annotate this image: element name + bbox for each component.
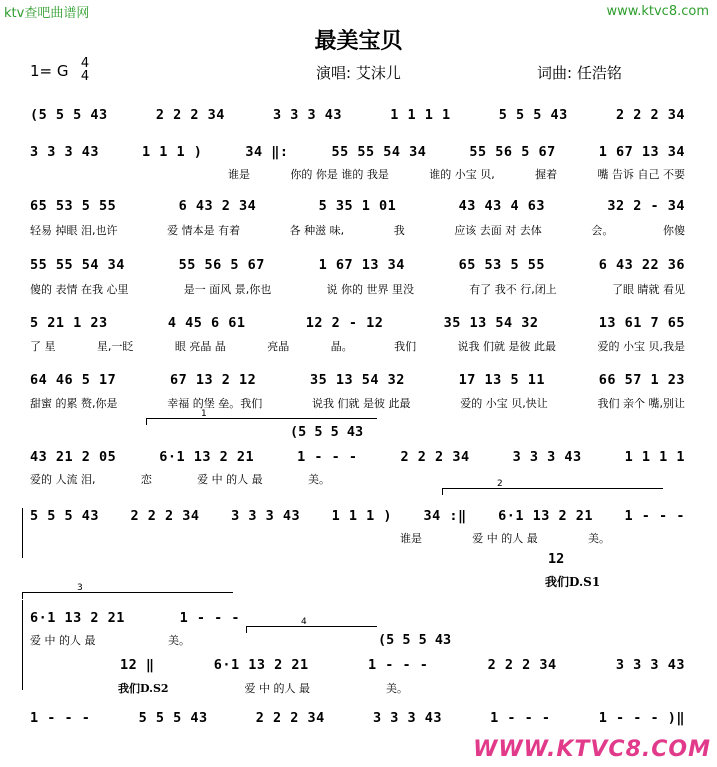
measure: 55 56 5 67 bbox=[178, 257, 265, 273]
song-title: 最美宝贝 bbox=[314, 28, 403, 54]
ds1-marker: 我们D.S1 bbox=[545, 575, 601, 589]
lyric: 爱的 小宝 贝,我是 bbox=[597, 340, 685, 353]
lyrics-line-4 bbox=[30, 281, 685, 297]
measure: 1 - - - bbox=[624, 508, 685, 524]
score-line-10 bbox=[120, 657, 685, 673]
measure: 6·1 13 2 21 bbox=[213, 657, 309, 673]
score-line-2 bbox=[30, 144, 685, 160]
lyric: 爱 情本是 有着 bbox=[167, 224, 241, 237]
lyric: 各 种滋 味, bbox=[289, 224, 345, 237]
ds1-notes: 12 bbox=[548, 551, 565, 567]
measure: 34 ‖: bbox=[245, 144, 289, 160]
lyric: 有了 我不 行,闭上 bbox=[469, 283, 557, 296]
measure: 35 13 54 32 bbox=[443, 315, 539, 331]
score-line-5 bbox=[30, 315, 685, 331]
measure: 6 43 22 36 bbox=[598, 257, 685, 273]
lyric: 美。 bbox=[307, 473, 330, 486]
lyrics-line-6 bbox=[30, 395, 685, 411]
watermark-bottom-right: WWW.KTVC8.COM bbox=[473, 737, 711, 762]
key-signature: 1= G bbox=[30, 62, 69, 80]
measure: 3 3 3 43 bbox=[231, 508, 301, 524]
lyric: 轻易 掉眼 泪,也许 bbox=[30, 224, 118, 237]
measure: 65 53 5 55 bbox=[458, 257, 545, 273]
time-sig-bottom: 4 bbox=[80, 69, 90, 84]
measure: 2 2 2 34 bbox=[400, 449, 470, 465]
measure: 3 3 3 43 bbox=[273, 107, 343, 123]
score-line-3 bbox=[30, 198, 685, 214]
lyric: 了 星 bbox=[30, 340, 56, 353]
measure: 5 5 5 43 bbox=[498, 107, 568, 123]
lyrics-line-9 bbox=[30, 632, 190, 648]
lyrics-line-10 bbox=[118, 680, 408, 696]
measure: 1 1 1 1 bbox=[624, 449, 685, 465]
lyric: 爱 中 的人 最 bbox=[197, 473, 263, 486]
lyric: 谁的 小宝 贝, bbox=[429, 168, 495, 181]
measure: 5 35 1 01 bbox=[318, 198, 397, 214]
measure: 2 2 2 34 bbox=[615, 107, 685, 123]
measure: 66 57 1 23 bbox=[598, 372, 685, 388]
measure: 2 2 2 34 bbox=[255, 710, 325, 726]
lyric: 美。 bbox=[588, 532, 610, 545]
lyric: 说我 们就 是彼 此最 bbox=[312, 397, 411, 410]
volta-bracket-2 bbox=[442, 479, 663, 495]
measure: 2 2 2 34 bbox=[155, 107, 225, 123]
volta-number: 1 bbox=[201, 409, 207, 419]
score-line-11 bbox=[30, 710, 685, 726]
measure: 17 13 5 11 bbox=[458, 372, 545, 388]
measure: 3 3 3 43 bbox=[372, 710, 442, 726]
measure: 1 67 13 34 bbox=[598, 144, 685, 160]
measure: 6·1 13 2 21 bbox=[159, 449, 255, 465]
measure: 12 ‖ bbox=[120, 657, 155, 673]
watermark-top-left: ktv查吧曲谱网 bbox=[4, 6, 90, 21]
volta-bracket-3 bbox=[22, 583, 233, 599]
performer: 演唱: 艾沫儿 bbox=[316, 64, 401, 82]
measure: 1 - - - bbox=[490, 710, 551, 726]
lyric: 恋 bbox=[140, 473, 152, 486]
measure: 4 45 6 61 bbox=[167, 315, 246, 331]
lyric: 星,一眨 bbox=[96, 340, 134, 353]
measure: 1 - - - bbox=[30, 710, 91, 726]
volta-number: 4 bbox=[301, 617, 307, 627]
score-line-4 bbox=[30, 257, 685, 273]
measure: 1 1 1 ) bbox=[331, 508, 392, 524]
lyric: 爱 中 的人 最 bbox=[30, 634, 96, 647]
measure: 64 46 5 17 bbox=[30, 372, 117, 388]
lyric: 握着 bbox=[535, 168, 558, 181]
lyrics-line-3 bbox=[30, 222, 685, 238]
lyric: 亮晶 bbox=[267, 340, 290, 353]
lyric: 美。 bbox=[385, 682, 408, 695]
outro-repeat: (5 5 5 43 bbox=[378, 632, 452, 648]
measure: 55 55 54 34 bbox=[331, 144, 427, 160]
measure: 1 - - - bbox=[297, 449, 358, 465]
measure: 5 5 5 43 bbox=[30, 508, 100, 524]
volta-number: 2 bbox=[497, 479, 503, 489]
measure: 6·1 13 2 21 bbox=[498, 508, 594, 524]
measure: 1 67 13 34 bbox=[318, 257, 405, 273]
lyric: 谁是 bbox=[400, 532, 422, 545]
measure: 1 1 1 1 bbox=[390, 107, 451, 123]
system-bar bbox=[22, 600, 23, 690]
measure: 67 13 2 12 bbox=[170, 372, 257, 388]
measure: 6·1 13 2 21 bbox=[30, 610, 125, 626]
lyric: 我们 亲个 嘴,别让 bbox=[597, 397, 685, 410]
measure: 1 1 1 ) bbox=[142, 144, 203, 160]
measure: 1 - - - )‖ bbox=[598, 710, 685, 726]
measure: 55 56 5 67 bbox=[469, 144, 556, 160]
lyric: 幸福 的堡 垒。我们 bbox=[167, 397, 263, 410]
measure: 2 2 2 34 bbox=[487, 657, 557, 673]
lyric: 说 你的 世界 里没 bbox=[326, 283, 414, 296]
time-signature bbox=[78, 57, 92, 83]
score-line-8 bbox=[30, 508, 685, 524]
composer: 词曲: 任浩铭 bbox=[537, 64, 622, 82]
lyric: 你傻 bbox=[662, 224, 685, 237]
lyric: 我 bbox=[393, 224, 405, 237]
lyric: 你的 你是 谁的 我是 bbox=[290, 168, 389, 181]
lyric: 傻的 表情 在我 心里 bbox=[30, 283, 129, 296]
system-bar bbox=[22, 508, 23, 558]
lyric: 爱的 人流 泪, bbox=[30, 473, 96, 486]
measure: 35 13 54 32 bbox=[310, 372, 405, 388]
measure: 1 - - - bbox=[179, 610, 240, 626]
lyric: 爱 中 的人 最 bbox=[244, 682, 311, 695]
lyric: 我们D.S2 bbox=[118, 682, 169, 695]
measure: 3 3 3 43 bbox=[30, 144, 100, 160]
lyrics-line-8 bbox=[400, 530, 610, 546]
lyric: 晶。 bbox=[330, 340, 353, 353]
measure: 55 55 54 34 bbox=[30, 257, 125, 273]
score-line-6 bbox=[30, 372, 685, 388]
measure: 3 3 3 43 bbox=[512, 449, 582, 465]
lyric: 美。 bbox=[168, 634, 190, 647]
lyric: 是一 面风 景,你也 bbox=[183, 283, 272, 296]
volta-number: 3 bbox=[77, 583, 83, 593]
lyric: 谁是 bbox=[228, 168, 250, 181]
lyric: 眼 亮晶 晶 bbox=[174, 340, 226, 353]
lyrics-line-2 bbox=[228, 166, 685, 182]
measure: 5 5 5 43 bbox=[138, 710, 208, 726]
lyric: 说我 们就 是彼 此最 bbox=[457, 340, 557, 353]
measure: 34 :‖ bbox=[423, 508, 467, 524]
lyric: 会。 bbox=[591, 224, 614, 237]
score-line-7 bbox=[30, 449, 685, 465]
measure: (5 5 5 43 bbox=[30, 107, 108, 123]
watermark-top-right: www.ktvc8.com bbox=[606, 4, 709, 19]
lyric: 爱的 小宝 贝,快让 bbox=[460, 397, 548, 410]
measure: 5 21 1 23 bbox=[30, 315, 108, 331]
intro-repeat: (5 5 5 43 bbox=[290, 424, 364, 440]
measure: 1 - - - bbox=[367, 657, 429, 673]
lyrics-line-5 bbox=[30, 338, 685, 354]
measure: 32 2 - 34 bbox=[607, 198, 685, 214]
lyric: 嘴 告诉 自己 不要 bbox=[597, 168, 685, 181]
measure: 2 2 2 34 bbox=[130, 508, 200, 524]
measure: 13 61 7 65 bbox=[598, 315, 685, 331]
score-line-1 bbox=[30, 107, 685, 123]
lyrics-line-7 bbox=[30, 471, 330, 487]
measure: 43 43 4 63 bbox=[458, 198, 545, 214]
lyric: 甜蜜 的累 赘,你是 bbox=[30, 397, 118, 410]
measure: 3 3 3 43 bbox=[615, 657, 685, 673]
measure: 43 21 2 05 bbox=[30, 449, 117, 465]
score-line-9 bbox=[30, 610, 240, 626]
measure: 12 2 - 12 bbox=[305, 315, 384, 331]
lyric: 了眼 睛就 看见 bbox=[612, 283, 685, 296]
volta-bracket-4 bbox=[246, 617, 377, 633]
measure: 65 53 5 55 bbox=[30, 198, 117, 214]
measure: 6 43 2 34 bbox=[178, 198, 257, 214]
lyric: 爱 中 的人 最 bbox=[472, 532, 538, 545]
lyric: 我们 bbox=[394, 340, 417, 353]
lyric: 应该 去面 对 去体 bbox=[454, 224, 542, 237]
time-sig-top: 4 bbox=[80, 56, 90, 71]
